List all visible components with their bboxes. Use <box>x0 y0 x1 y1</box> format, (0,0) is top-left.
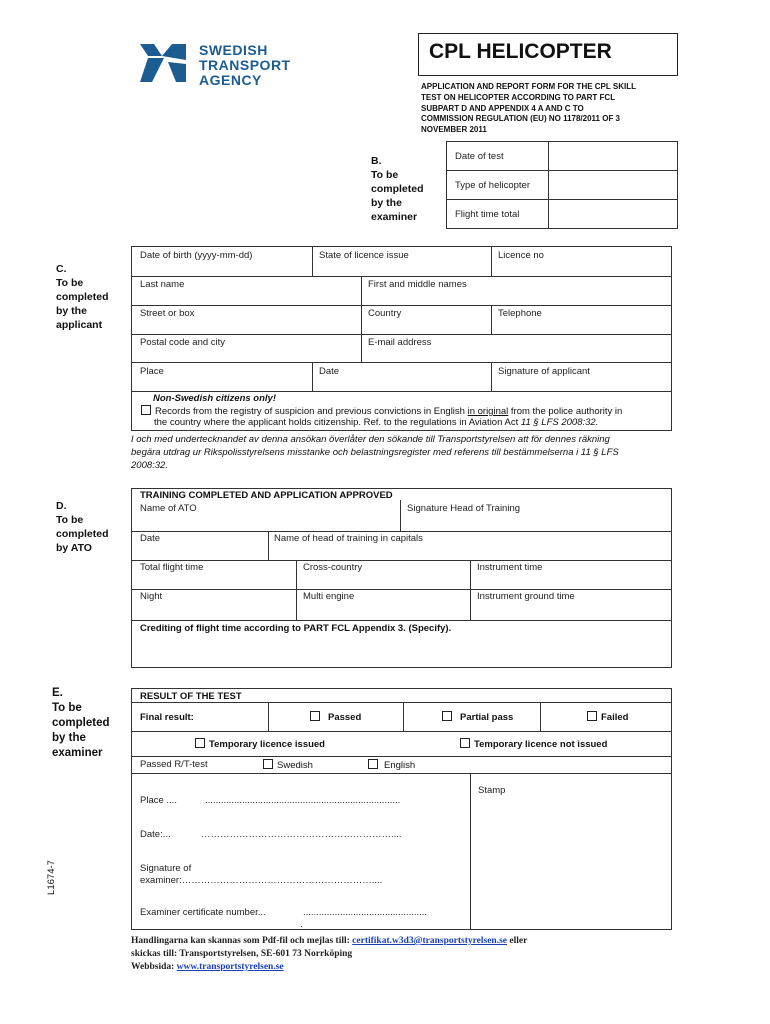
records-text-1: Records from the registry of suspicion and previous convictions in English <box>155 406 468 417</box>
name-head-label: Name of head of training in capitals <box>274 533 423 544</box>
instrument-ground-time-field[interactable] <box>472 603 670 619</box>
telephone-label: Telephone <box>498 308 542 319</box>
date-label: Date <box>319 366 340 377</box>
postal-code-label: Postal code and city <box>140 337 226 348</box>
night-field[interactable] <box>133 603 295 619</box>
telephone-field[interactable] <box>493 320 670 333</box>
street-label: Street or box <box>140 308 195 319</box>
failed-label: Failed <box>601 712 629 723</box>
swedish-label: Swedish <box>277 760 313 771</box>
passed-rt-test-label: Passed R/T-test <box>140 759 208 770</box>
failed-option[interactable] <box>587 711 628 723</box>
swedish-option[interactable] <box>263 759 313 771</box>
name-head-field[interactable] <box>270 545 670 559</box>
section-d-heading: D. To be completed by ATO <box>56 500 109 554</box>
place-field[interactable] <box>133 378 311 390</box>
records-checkbox[interactable] <box>141 405 151 415</box>
temp-licence-not-issued-label: Temporary licence not issued <box>474 739 608 750</box>
footer-line-1 <box>131 935 527 948</box>
title-box <box>418 33 678 76</box>
multi-engine-label: Multi engine <box>303 591 355 602</box>
date-of-test-label: Date of test <box>455 151 504 162</box>
instrument-ground-time-label: Instrument ground time <box>477 591 575 602</box>
footer-text-1: Handlingarna kan skannas som Pdf-fil och mejlas till: <box>131 936 353 946</box>
state-of-licence-issue-label: State of licence issue <box>319 250 409 261</box>
type-of-helicopter-label: Type of helicopter <box>455 180 530 191</box>
flight-time-total-field[interactable] <box>550 201 676 227</box>
ato-date-field[interactable] <box>133 545 267 559</box>
records-line-1 <box>141 405 622 417</box>
non-swedish-heading: Non-Swedish citizens only! <box>153 393 276 404</box>
examiner-signature-field[interactable]: examiner:…………………………………………………….... <box>140 875 383 886</box>
email-field[interactable] <box>363 349 670 361</box>
postal-field[interactable] <box>133 349 360 361</box>
records-line-2 <box>154 417 598 428</box>
first-names-label: First and middle names <box>368 279 467 290</box>
footer-email-link[interactable]: certifikat.w3d3@transportstyrelsen.se <box>352 936 508 946</box>
records-in-original: in original <box>467 406 509 417</box>
subtitle-line-5: NOVEMBER 2011 <box>421 125 487 135</box>
partial-pass-label: Partial pass <box>460 712 514 723</box>
last-name-field[interactable] <box>133 291 360 304</box>
swedish-line-3: 2008:32. <box>131 460 168 471</box>
country-label: Country <box>368 308 402 319</box>
examiner-signature-label-1: Signature of <box>140 863 192 874</box>
date-of-test-field[interactable] <box>550 143 676 169</box>
section-b-heading: B. To be completed by the examiner <box>371 155 424 223</box>
footer-website-link[interactable]: www.transportstyrelsen.se <box>176 962 284 972</box>
signature-head-field[interactable] <box>402 515 670 530</box>
ato-date-label: Date <box>140 533 161 544</box>
licence-no-field[interactable] <box>493 262 670 275</box>
swedish-checkbox[interactable] <box>263 759 273 769</box>
date-of-birth-label: Date of birth (yyyy-mm-dd) <box>140 250 253 261</box>
country-field[interactable] <box>363 320 490 333</box>
training-completed-title: TRAINING COMPLETED AND APPLICATION APPROVED <box>140 490 393 501</box>
flight-time-total-label: Flight time total <box>455 209 520 220</box>
night-label: Night <box>140 591 163 602</box>
partial-pass-checkbox[interactable] <box>442 711 452 721</box>
temp-licence-not-issued-checkbox[interactable] <box>460 738 470 748</box>
passed-option[interactable] <box>310 711 361 723</box>
subtitle-line-4: COMMISSION REGULATION (EU) NO 1178/2011 OF 3 <box>421 114 621 124</box>
english-option[interactable] <box>368 759 415 771</box>
final-result-label: Final result: <box>140 712 194 723</box>
stamp-label: Stamp <box>478 785 506 796</box>
footer-line-2: skickas till: Transportstyrelsen, SE-601 73 Norrköping <box>131 949 353 959</box>
partial-pass-option[interactable] <box>442 711 513 723</box>
crediting-field[interactable] <box>133 636 670 666</box>
place-label: Place <box>140 366 164 377</box>
result-of-test-title: RESULT OF THE TEST <box>140 691 242 702</box>
instrument-time-field[interactable] <box>472 574 670 588</box>
failed-checkbox[interactable] <box>587 711 597 721</box>
footer-text-3: Webbsida: <box>131 962 177 972</box>
records-ref: 11 § LFS 2008:32. <box>520 417 599 428</box>
footer-line-3 <box>131 961 284 974</box>
logo-line-2: TRANSPORT <box>199 57 291 73</box>
street-field[interactable] <box>133 320 360 333</box>
temp-licence-not-issued-option[interactable] <box>460 738 607 750</box>
page-title: CPL HELICOPTER <box>429 40 612 63</box>
examiner-date-label: Date:... <box>140 829 171 840</box>
swedish-consent-text <box>131 433 619 472</box>
english-checkbox[interactable] <box>368 759 378 769</box>
cross-country-label: Cross-country <box>303 562 363 573</box>
form-code: L1674-7 <box>45 860 57 895</box>
subtitle-line-3: SUBPART D AND APPENDIX 4 A AND C TO <box>421 103 584 113</box>
examiner-certificate-label: Examiner certificate number... <box>140 907 266 918</box>
swedish-transport-agency-logo-icon <box>138 42 188 84</box>
passed-label: Passed <box>328 712 362 723</box>
logo-line-1: SWEDISH <box>199 42 268 58</box>
passed-checkbox[interactable] <box>310 711 320 721</box>
section-e-heading: E. To be completed by the examiner <box>52 687 110 759</box>
type-of-helicopter-field[interactable] <box>550 172 676 198</box>
swedish-line-2: begära utdrag ur Rikspolisstyrelsens misstanke och belastningsregister med referens till bestämmelserna i 11 § LFS <box>131 447 619 458</box>
records-text-3: the country where the applicant holds citizenship. Ref. to the regulations in Aviation Act <box>154 417 521 428</box>
records-text-2: from the police authority in <box>508 406 623 417</box>
temp-licence-issued-option[interactable] <box>195 738 325 750</box>
date-of-birth-field[interactable] <box>133 262 311 275</box>
date-field[interactable] <box>314 378 490 390</box>
swedish-line-1: I och med undertecknandet av denna ansökan överlåter den sökande till Transportstyrelsen att för dennes räkning <box>131 434 610 445</box>
examiner-place-label: Place .... <box>140 795 177 806</box>
state-of-licence-field[interactable] <box>314 262 490 275</box>
examiner-place-field[interactable]: .......................................................................... <box>205 795 401 806</box>
instrument-time-label: Instrument time <box>477 562 543 573</box>
signature-label: Signature of applicant <box>498 366 590 377</box>
english-label: English <box>384 760 416 771</box>
cross-country-field[interactable] <box>298 574 469 588</box>
stamp-area[interactable] <box>472 798 670 928</box>
total-flight-time-label: Total flight time <box>140 562 204 573</box>
examiner-certificate-field[interactable]: ............................................... <box>303 907 428 918</box>
temp-licence-issued-checkbox[interactable] <box>195 738 205 748</box>
email-label: E-mail address <box>368 337 432 348</box>
first-names-field[interactable] <box>363 291 670 304</box>
examiner-date-field[interactable]: …………………………………………………….... <box>201 829 402 840</box>
signature-head-label: Signature Head of Training <box>407 503 521 514</box>
name-of-ato-field[interactable] <box>133 515 399 530</box>
subtitle-line-1: APPLICATION AND REPORT FORM FOR THE CPL SKILL <box>421 82 636 91</box>
multi-engine-field[interactable] <box>298 603 469 619</box>
form-subtitle <box>421 82 636 136</box>
footer-text-2: eller <box>507 936 528 946</box>
crediting-label: Crediting of flight time according to PART FCL Appendix 3. (Specify). <box>140 623 452 634</box>
total-flight-time-field[interactable] <box>133 574 295 588</box>
name-of-ato-label: Name of ATO <box>140 503 197 514</box>
section-c-heading: C. To be completed by the applicant <box>56 263 109 331</box>
signature-field[interactable] <box>493 378 670 390</box>
subtitle-line-2: TEST ON HELICOPTER ACCORDING TO PART FCL <box>421 92 616 102</box>
last-name-label: Last name <box>140 279 185 290</box>
temp-licence-issued-label: Temporary licence issued <box>209 739 325 750</box>
licence-no-label: Licence no <box>498 250 544 261</box>
logo-line-3: AGENCY <box>199 72 262 88</box>
examiner-certificate-dot: . <box>300 919 303 930</box>
